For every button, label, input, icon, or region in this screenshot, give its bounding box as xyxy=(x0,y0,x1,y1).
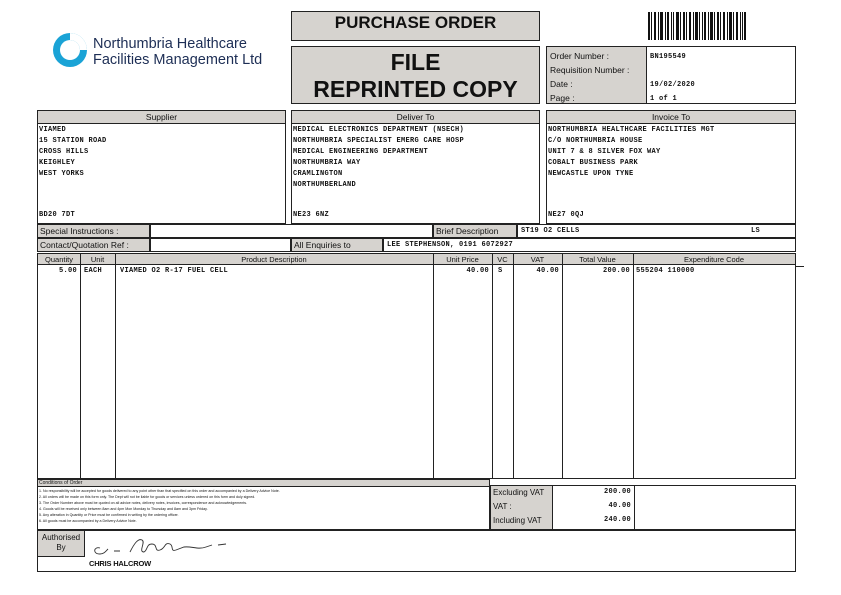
supplier-line: WEST YORKS xyxy=(39,170,85,178)
document-title-text: PURCHASE ORDER xyxy=(334,13,497,32)
brief-description-label: Brief Description xyxy=(433,224,517,238)
condition-item: 6. All goods must be accompanied by a Delivery Advice Note. xyxy=(39,519,137,523)
order-info-panel xyxy=(546,46,796,104)
company-name-line1: Northumbria Healthcare xyxy=(93,36,247,52)
excl-vat-label: Excluding VAT xyxy=(493,488,545,497)
brief-description-code: LS xyxy=(751,227,761,235)
deliver-to-header: Deliver To xyxy=(292,111,539,124)
cell-quantity: 5.00 xyxy=(58,267,77,275)
conditions-box xyxy=(37,479,490,530)
date-value: 19/02/2020 xyxy=(650,81,696,89)
supplier-line: 15 STATION ROAD xyxy=(39,137,107,145)
page-label: Page : xyxy=(550,93,575,103)
supplier-postcode: BD20 7DT xyxy=(39,211,76,219)
table-header-quantity: Quantity xyxy=(45,255,73,264)
contact-ref-label: Contact/Quotation Ref : xyxy=(37,238,150,252)
invoice-to-box xyxy=(546,110,796,224)
supplier-header: Supplier xyxy=(38,111,285,124)
line-items-table xyxy=(37,253,796,479)
page-value: 1 of 1 xyxy=(650,95,678,103)
order-info-value-list xyxy=(650,50,695,106)
authoriser-name: CHRIS HALCROW xyxy=(89,559,151,568)
requisition-value xyxy=(650,64,695,78)
deliver-to-line: CRAMLINGTON xyxy=(293,170,343,178)
supplier-box xyxy=(37,110,286,224)
invoice-to-line: UNIT 7 & 8 SILVER FOX WAY xyxy=(548,148,661,156)
table-header-vc: VC xyxy=(497,255,508,264)
authorised-label xyxy=(38,531,85,557)
condition-item: 1. No responsibility will be accepted for goods delivered to any point other than that specified on this order and accompanied by a Delivery Advice Note. xyxy=(39,489,280,493)
condition-item: 3. The Order Number above must be quoted on all advice notes, delivery notes, invoices, correspondence and acknowledgements. xyxy=(39,501,248,505)
cell-unit-price: 40.00 xyxy=(466,267,489,275)
invoice-to-postcode: NE27 0QJ xyxy=(548,211,585,219)
reprint-stamp-line1: FILE xyxy=(390,49,441,75)
reprint-stamp xyxy=(291,46,540,104)
order-number-label: Order Number : xyxy=(550,51,610,61)
table-header-vat: VAT xyxy=(530,255,545,264)
cell-vat: 40.00 xyxy=(536,267,559,275)
contact-ref-field xyxy=(150,238,291,252)
supplier-line: CROSS HILLS xyxy=(39,148,89,156)
table-header-description: Product Description xyxy=(241,255,307,264)
company-name xyxy=(93,36,262,68)
conditions-label: Conditions of Order xyxy=(38,480,489,487)
invoice-to-line: C/O NORTHUMBRIA HOUSE xyxy=(548,137,643,145)
cell-unit: EACH xyxy=(84,267,103,275)
order-info-label-list xyxy=(550,49,629,105)
authorised-label-line2: By xyxy=(56,543,66,552)
date-label: Date : xyxy=(550,79,573,89)
deliver-to-line: MEDICAL ELECTRONICS DEPARTMENT (NSECH) xyxy=(293,126,465,134)
supplier-address xyxy=(39,125,107,180)
excl-vat-value: 200.00 xyxy=(603,488,631,496)
table-row xyxy=(38,267,795,278)
enquiries-value: LEE STEPHENSON, 0191 6072927 xyxy=(387,241,514,249)
incl-vat-value: 240.00 xyxy=(603,516,631,524)
brief-description-field xyxy=(517,224,796,238)
authorised-label-line1: Authorised xyxy=(41,533,81,542)
table-header-unit-price: Unit Price xyxy=(446,255,479,264)
signature-icon xyxy=(88,534,268,558)
invoice-to-line: NEWCASTLE UPON TYNE xyxy=(548,170,634,178)
enquiries-label: All Enquiries to xyxy=(291,238,383,252)
company-name-line2: Facilities Management Ltd xyxy=(93,52,263,68)
conditions-list xyxy=(39,488,280,524)
supplier-line: VIAMED xyxy=(39,126,67,134)
deliver-to-line: NORTHUMBRIA SPECIALIST EMERG CARE HOSP xyxy=(293,137,465,145)
requisition-label: Requisition Number : xyxy=(550,65,630,75)
order-number-value: BN195549 xyxy=(650,53,687,61)
barcode-icon xyxy=(648,12,746,40)
supplier-line: KEIGHLEY xyxy=(39,159,76,167)
table-divider-line xyxy=(796,266,804,267)
deliver-to-address xyxy=(293,125,464,191)
deliver-to-line: NORTHUMBRIA WAY xyxy=(293,159,361,167)
vat-value: 40.00 xyxy=(608,502,631,510)
special-instructions-field xyxy=(150,224,433,238)
deliver-to-postcode: NE23 6NZ xyxy=(293,211,330,219)
vat-label: VAT : xyxy=(493,502,512,511)
invoice-to-header: Invoice To xyxy=(547,111,795,124)
company-logo-icon xyxy=(51,31,89,69)
authorisation-box xyxy=(37,530,796,572)
deliver-to-line: MEDICAL ENGINEERING DEPARTMENT xyxy=(293,148,429,156)
deliver-to-box xyxy=(291,110,540,224)
incl-vat-label: Including VAT xyxy=(493,516,542,525)
cell-description: VIAMED O2 R-17 FUEL CELL xyxy=(120,267,229,275)
table-header-expenditure-code: Expenditure Code xyxy=(683,255,745,264)
cell-vc: S xyxy=(498,267,503,275)
table-header-total-value: Total Value xyxy=(579,255,616,264)
invoice-to-line: COBALT BUSINESS PARK xyxy=(548,159,639,167)
special-instructions-label: Special Instructions : xyxy=(37,224,150,238)
deliver-to-line: NORTHUMBERLAND xyxy=(293,181,357,189)
condition-item: 4. Goods will be received only between 8am and 4pm Mon Monday to Thursday and 8am and 3pm Friday. xyxy=(39,507,208,511)
document-title xyxy=(291,11,540,41)
brief-description-value: ST19 O2 CELLS xyxy=(521,227,580,235)
condition-item: 2. All orders will be made on this form only. The Dept will not be liable for goods or services unless ordered on this form and duly signed. xyxy=(39,495,256,499)
cell-total-value: 200.00 xyxy=(602,267,630,275)
condition-item: 5. Any alteration in Quantity or Price must be confirmed in writing by the ordering officer. xyxy=(39,513,179,517)
invoice-to-line: NORTHUMBRIA HEALTHCARE FACILITIES MGT xyxy=(548,126,715,134)
cell-expenditure-code: 555204 110000 xyxy=(636,267,695,275)
reprint-stamp-line2: REPRINTED COPY xyxy=(313,76,518,102)
totals-box xyxy=(490,485,796,530)
invoice-to-address xyxy=(548,125,715,180)
table-header-unit: Unit xyxy=(90,255,105,264)
enquiries-field xyxy=(383,238,796,252)
